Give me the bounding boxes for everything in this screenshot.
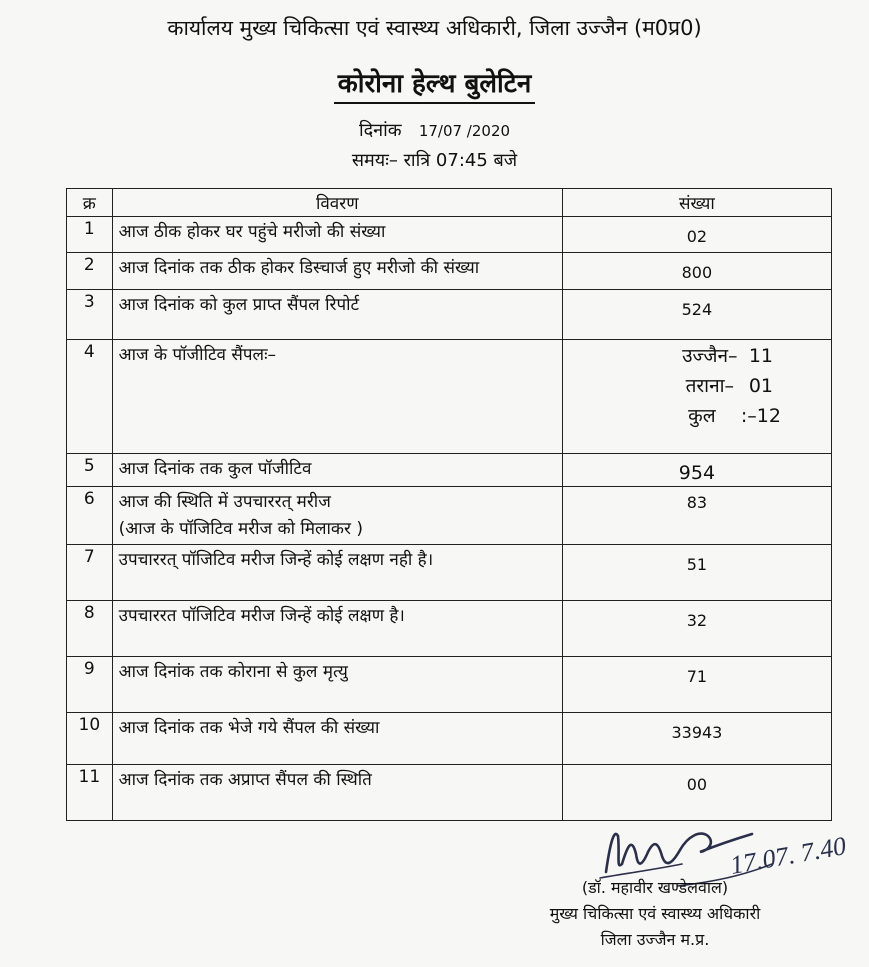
table-row (67, 713, 832, 765)
bulletin-title (0, 64, 869, 100)
breakdown-value: :–12 (740, 405, 781, 427)
signatory-name: (डॉ. महावीर खण्डेलवाल) (581, 878, 729, 897)
row-value-text: 954 (678, 462, 716, 484)
office-header: कार्यालय मुख्य चिकित्सा एवं स्वास्थ्य अधिकारी, जिला उज्जैन (म0प्र0) (167, 16, 702, 40)
table-row (67, 290, 832, 340)
table-row (67, 657, 832, 713)
row-description: आज दिनांक तक कोराना से कुल मृत्यु (112, 657, 562, 713)
table-row (67, 217, 832, 253)
row-value-text: 51 (686, 555, 708, 574)
row-description (112, 487, 562, 545)
row-value (562, 253, 831, 290)
row-description: आज ठीक होकर घर पहुंचे मरीजो की संख्या (112, 217, 562, 253)
row-description-note: (आज के पॉजिटिव मरीज को मिलाकर ) (118, 519, 363, 539)
breakdown-label: कुल (688, 405, 716, 427)
row-value (562, 290, 831, 340)
row-description: उपचाररत पॉजिटिव मरीज जिन्हें कोई लक्षण है। (112, 601, 562, 657)
date-label: दिनांक (358, 120, 402, 141)
handwritten-date: 17.07. 7.40 (728, 831, 849, 880)
row-serial: 6 (67, 487, 113, 545)
row-serial: 8 (67, 601, 113, 657)
row-description: आज दिनांक तक ठीक होकर डिस्चार्ज हुए मरीजो की संख्या (112, 253, 562, 290)
row-description: आज दिनांक तक अप्राप्त सैंपल की स्थिति (112, 765, 562, 821)
breakdown-tarana (619, 372, 825, 402)
row-value-text: 00 (686, 775, 708, 794)
row-value (562, 217, 831, 253)
header-description: विवरण (112, 189, 562, 217)
row-description: आज दिनांक तक कुल पॉजीटिव (112, 454, 562, 487)
row-value (562, 713, 831, 765)
row-value-text: 71 (686, 667, 708, 686)
date-value: 17/07 /2020 (418, 122, 511, 140)
row-serial: 11 (67, 765, 113, 821)
row-value (562, 545, 831, 601)
row-description: आज दिनांक तक भेजे गये सैंपल की संख्या (112, 713, 562, 765)
row-description: आज के पॉजीटिव सैंपलः– (112, 340, 562, 454)
bulletin-title-text: कोरोना हेल्थ बुलेटिन (334, 69, 536, 104)
table-row (67, 545, 832, 601)
row-value (562, 765, 831, 821)
header-count: संख्या (562, 189, 831, 217)
row-value-text: 32 (686, 611, 708, 630)
row-serial: 1 (67, 217, 113, 253)
row-value (562, 454, 831, 487)
row-serial: 4 (67, 340, 113, 454)
row-value-text: 800 (681, 263, 713, 282)
table-row (67, 765, 832, 821)
breakdown-ujjain (619, 342, 825, 372)
row-serial: 5 (67, 454, 113, 487)
row-value (562, 657, 831, 713)
header-serial: क्र (67, 189, 113, 217)
row-serial: 7 (67, 545, 113, 601)
date-line (0, 118, 869, 142)
signatory-designation: मुख्य चिकित्सा एवं स्वास्थ्य अधिकारी (549, 904, 761, 923)
positive-breakdown (562, 340, 831, 454)
row-description: उपचाररत् पॉजिटिव मरीज जिन्हें कोई लक्षण नही है। (112, 545, 562, 601)
breakdown-label: तराना– (685, 375, 735, 397)
row-value-text: 02 (686, 227, 708, 246)
row-value-text: 524 (681, 300, 713, 319)
breakdown-total (619, 402, 825, 432)
table-row (67, 253, 832, 290)
row-serial: 10 (67, 713, 113, 765)
signatory-district: जिला उज्जैन म.प्र. (600, 930, 710, 949)
row-value-text: 33943 (671, 723, 723, 742)
row-serial: 3 (67, 290, 113, 340)
row-value (562, 487, 831, 545)
table-row (67, 454, 832, 487)
row-value-text: 83 (686, 493, 708, 512)
table-row (67, 340, 832, 454)
row-value (562, 601, 831, 657)
breakdown-value: 11 (748, 345, 773, 367)
row-serial: 9 (67, 657, 113, 713)
breakdown-label: उज्जैन– (682, 345, 738, 367)
table-row (67, 601, 832, 657)
table-row (67, 487, 832, 545)
breakdown-value: 01 (748, 375, 773, 397)
time-line: समयः– रात्रि 07:45 बजे (351, 150, 518, 171)
row-description-text: आज की स्थिति में उपचाररत् मरीज (118, 492, 331, 512)
row-description: आज दिनांक को कुल प्राप्त सैंपल रिपोर्ट (112, 290, 562, 340)
bulletin-table (66, 188, 832, 821)
row-serial: 2 (67, 253, 113, 290)
table-header-row (67, 189, 832, 217)
